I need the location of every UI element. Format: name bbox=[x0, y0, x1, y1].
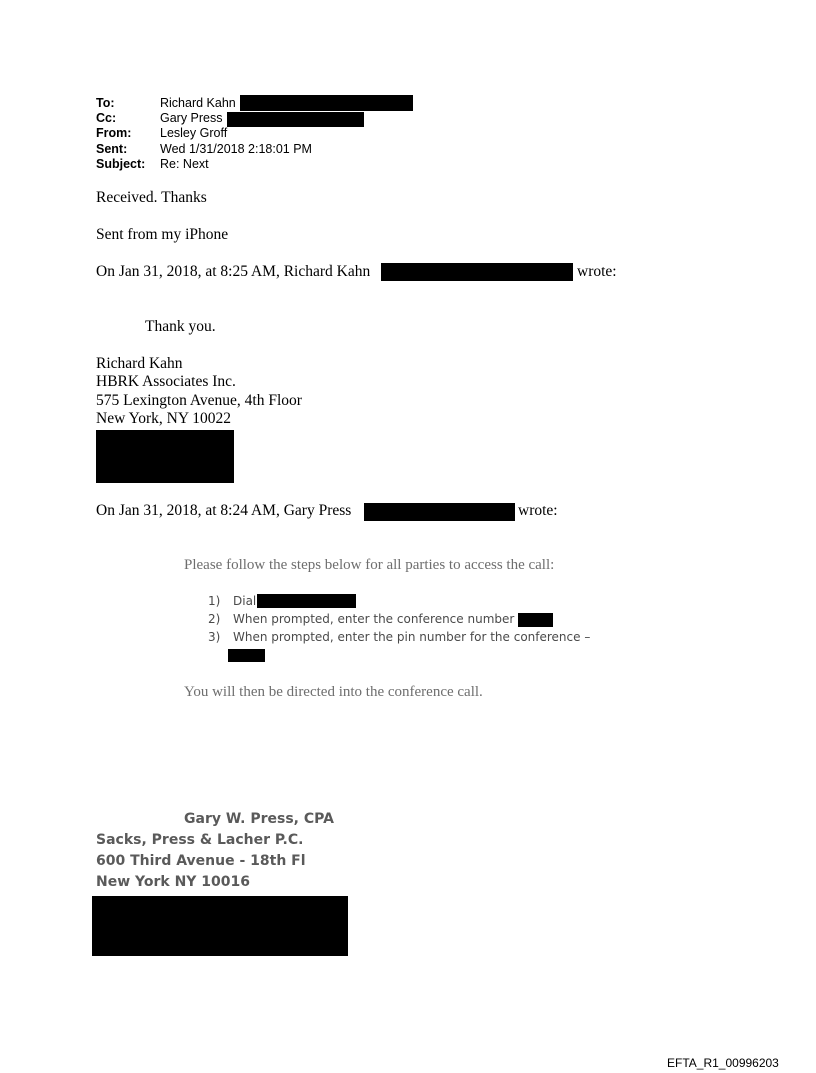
directed-text: You will then be directed into the conference call. bbox=[184, 684, 483, 700]
redaction-press-contact bbox=[92, 896, 348, 956]
quote2-wrote: wrote: bbox=[518, 502, 558, 519]
step-3-number: 3) bbox=[208, 630, 221, 644]
redaction-dial-number bbox=[257, 594, 356, 608]
from-value: Lesley Groff bbox=[160, 126, 228, 140]
document-id: EFTA_R1_00996203 bbox=[667, 1056, 779, 1070]
redaction-conference-number bbox=[518, 613, 553, 627]
step-2-number: 2) bbox=[208, 612, 221, 626]
sent-value: Wed 1/31/2018 2:18:01 PM bbox=[160, 142, 312, 156]
quote1-wrote: wrote: bbox=[577, 263, 617, 280]
redaction-pin-number bbox=[228, 649, 265, 662]
press-name: Gary W. Press, CPA bbox=[184, 811, 334, 827]
reply-text: Received. Thanks bbox=[96, 189, 207, 206]
kahn-name: Richard Kahn bbox=[96, 355, 183, 372]
cc-value: Gary Press bbox=[160, 111, 223, 125]
from-label: From: bbox=[96, 126, 132, 140]
quote1-attribution: On Jan 31, 2018, at 8:25 AM, Richard Kahn bbox=[96, 263, 371, 280]
redaction-kahn-contact bbox=[96, 430, 234, 483]
step-1-number: 1) bbox=[208, 594, 221, 608]
redaction-to-email bbox=[240, 95, 413, 111]
thank-you-text: Thank you. bbox=[145, 318, 216, 335]
sent-label: Sent: bbox=[96, 142, 128, 156]
press-address: 600 Third Avenue - 18th Fl bbox=[96, 853, 306, 869]
to-label: To: bbox=[96, 96, 115, 110]
to-value: Richard Kahn bbox=[160, 96, 236, 110]
subject-value: Re: Next bbox=[160, 157, 209, 171]
quote2-attribution: On Jan 31, 2018, at 8:24 AM, Gary Press bbox=[96, 502, 352, 519]
step-2-text: When prompted, enter the conference number bbox=[233, 612, 515, 626]
press-company: Sacks, Press & Lacher P.C. bbox=[96, 832, 304, 848]
kahn-company: HBRK Associates Inc. bbox=[96, 373, 236, 390]
step-3-text: When prompted, enter the pin number for the conference – bbox=[233, 630, 591, 644]
sent-from-text: Sent from my iPhone bbox=[96, 226, 229, 243]
press-city: New York NY 10016 bbox=[96, 874, 251, 890]
redaction-cc-email bbox=[227, 112, 364, 127]
instructions-text: Please follow the steps below for all parties to access the call: bbox=[184, 557, 555, 573]
cc-label: Cc: bbox=[96, 111, 117, 125]
subject-label: Subject: bbox=[96, 157, 146, 171]
redaction-kahn-email bbox=[381, 263, 573, 281]
kahn-city: New York, NY 10022 bbox=[96, 410, 232, 427]
step-1-text: Dial bbox=[233, 594, 257, 608]
redaction-press-email bbox=[364, 503, 515, 521]
kahn-address: 575 Lexington Avenue, 4th Floor bbox=[96, 392, 302, 409]
